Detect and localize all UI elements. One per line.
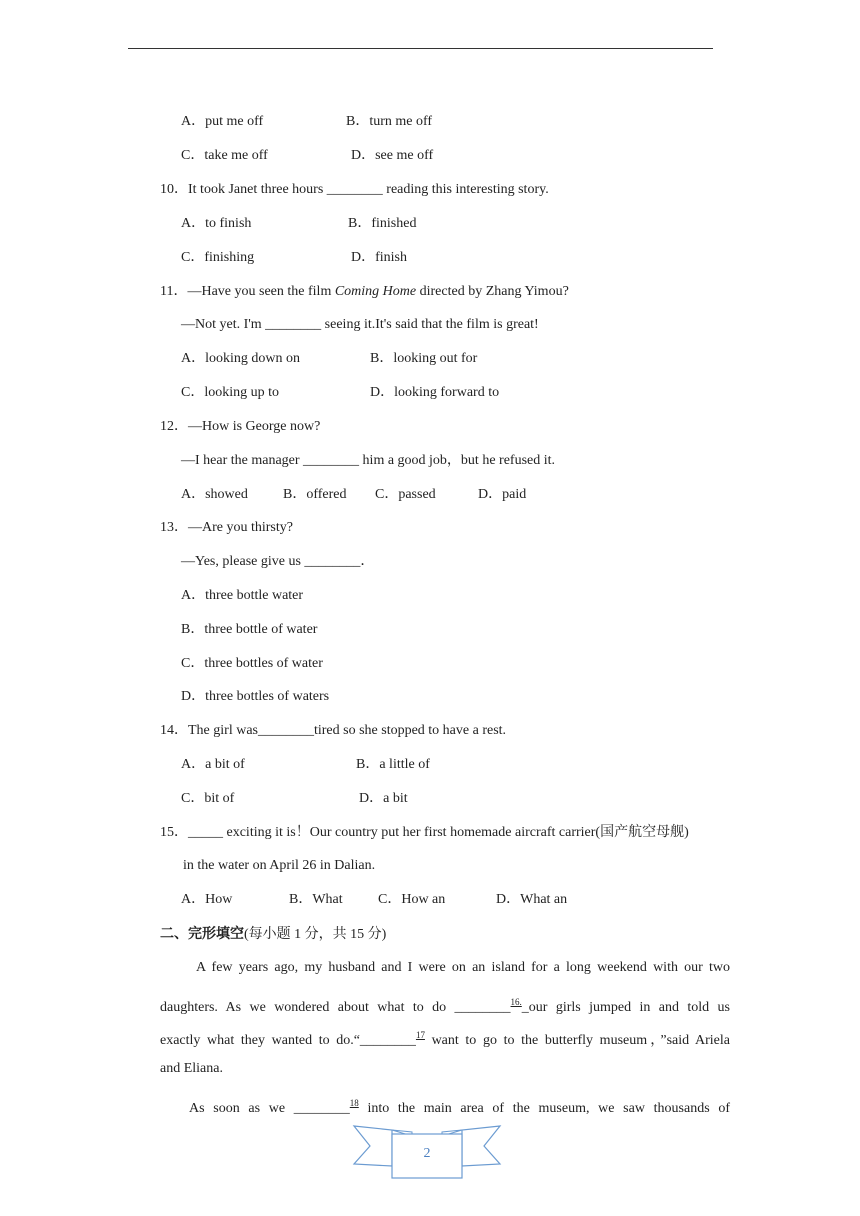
q10-option-a[interactable]: A．to finish bbox=[181, 216, 252, 231]
q14-option-c[interactable]: C．bit of bbox=[181, 791, 235, 806]
q10-option-b[interactable]: B．finished bbox=[348, 216, 417, 231]
section2-score: (每小题 1 分，共 15 分) bbox=[244, 927, 387, 942]
q9-option-c[interactable]: C．take me off bbox=[181, 148, 268, 163]
q13-stem: 13．—Are you thirsty? bbox=[160, 520, 293, 535]
q9-option-a[interactable]: A．put me off bbox=[181, 114, 264, 129]
q11-stem-post: directed by Zhang Yimou? bbox=[416, 284, 569, 299]
q14-option-a[interactable]: A．a bit of bbox=[181, 757, 245, 772]
q15-option-d[interactable]: D．What an bbox=[496, 892, 568, 907]
passage-text: into the main area of the museum, we saw thousands of bbox=[358, 1101, 730, 1116]
q10-option-d[interactable]: D．finish bbox=[351, 250, 407, 265]
q12-stem: 12．—How is George now? bbox=[160, 419, 321, 434]
passage-p1-line1: A few years ago, my husband and I were on an island for a long weekend with our two bbox=[196, 960, 730, 975]
q13-line2: —Yes, please give us ________． bbox=[181, 554, 375, 569]
q15-stem: 15．_____ exciting it is！Our country put her first homemade aircraft carrier(国产航空母舰) bbox=[160, 825, 689, 840]
q12-option-c[interactable]: C．passed bbox=[375, 487, 436, 502]
blank-17[interactable]: 17 bbox=[415, 1030, 425, 1040]
q11-stem-pre: 11．—Have you seen the film bbox=[160, 284, 335, 299]
q13-option-b[interactable]: B．three bottle of water bbox=[181, 622, 318, 637]
q12-option-a[interactable]: A．showed bbox=[181, 487, 248, 502]
passage-text: our girls jumped in and told us bbox=[528, 1000, 730, 1015]
page-footer bbox=[352, 1120, 502, 1182]
q10-stem: 10．It took Janet three hours ________ reading this interesting story. bbox=[160, 182, 549, 197]
q11-line2: —Not yet. I'm ________ seeing it.It's said that the film is great! bbox=[181, 317, 539, 332]
q12-option-b[interactable]: B．offered bbox=[283, 487, 347, 502]
passage-p1-line4: and Eliana. bbox=[160, 1061, 223, 1076]
passage-text: want to go to the butterfly museum，”said Ariela bbox=[424, 1033, 730, 1048]
section2-heading bbox=[160, 925, 386, 944]
q15-option-c[interactable]: C．How an bbox=[378, 892, 446, 907]
q13-option-c[interactable]: C．three bottles of water bbox=[181, 656, 323, 671]
q12-line2: —I hear the manager ________ him a good job，but he refused it. bbox=[181, 453, 556, 468]
page-number: 2 bbox=[423, 1146, 431, 1161]
q12-option-d[interactable]: D．paid bbox=[478, 487, 527, 502]
passage-p1-line3 bbox=[160, 1026, 730, 1050]
blank-18[interactable]: 18 bbox=[349, 1098, 359, 1108]
passage-p2-line1 bbox=[189, 1094, 730, 1118]
q14-option-d[interactable]: D．a bit bbox=[359, 791, 408, 806]
q11-film-title: Coming Home bbox=[334, 284, 417, 299]
q15-option-b[interactable]: B．What bbox=[289, 892, 343, 907]
q11-option-c[interactable]: C．looking up to bbox=[181, 385, 280, 400]
blank-16[interactable]: 16. bbox=[510, 997, 522, 1007]
q11-option-b[interactable]: B．looking out for bbox=[370, 351, 478, 366]
q15-line2: in the water on April 26 in Dalian. bbox=[183, 858, 376, 873]
q13-option-a[interactable]: A．three bottle water bbox=[181, 588, 304, 603]
q14-stem: 14．The girl was________tired so she stopped to have a rest. bbox=[160, 723, 507, 738]
q11-option-d[interactable]: D．looking forward to bbox=[370, 385, 500, 400]
passage-text: daughters. As we wondered about what to do ________ bbox=[160, 1000, 511, 1015]
q9-option-b[interactable]: B．turn me off bbox=[346, 114, 433, 129]
q11-stem bbox=[160, 283, 569, 301]
header-rule bbox=[128, 48, 713, 49]
q13-option-d[interactable]: D．three bottles of waters bbox=[181, 689, 330, 704]
section2-title: 二、完形填空 bbox=[160, 926, 244, 942]
q14-option-b[interactable]: B．a little of bbox=[356, 757, 430, 772]
q11-option-a[interactable]: A．looking down on bbox=[181, 351, 300, 366]
passage-text: exactly what they wanted to do.“________ bbox=[160, 1033, 416, 1048]
passage-text: As soon as we ________ bbox=[189, 1101, 350, 1116]
q15-option-a[interactable]: A．How bbox=[181, 892, 233, 907]
passage-p1-line2: daughters. As we wondered about what to do ________$^{16.}$_our girls jumped in and told us bbox=[160, 997, 730, 1015]
q10-option-c[interactable]: C．finishing bbox=[181, 250, 255, 265]
q9-option-d[interactable]: D．see me off bbox=[351, 148, 434, 163]
